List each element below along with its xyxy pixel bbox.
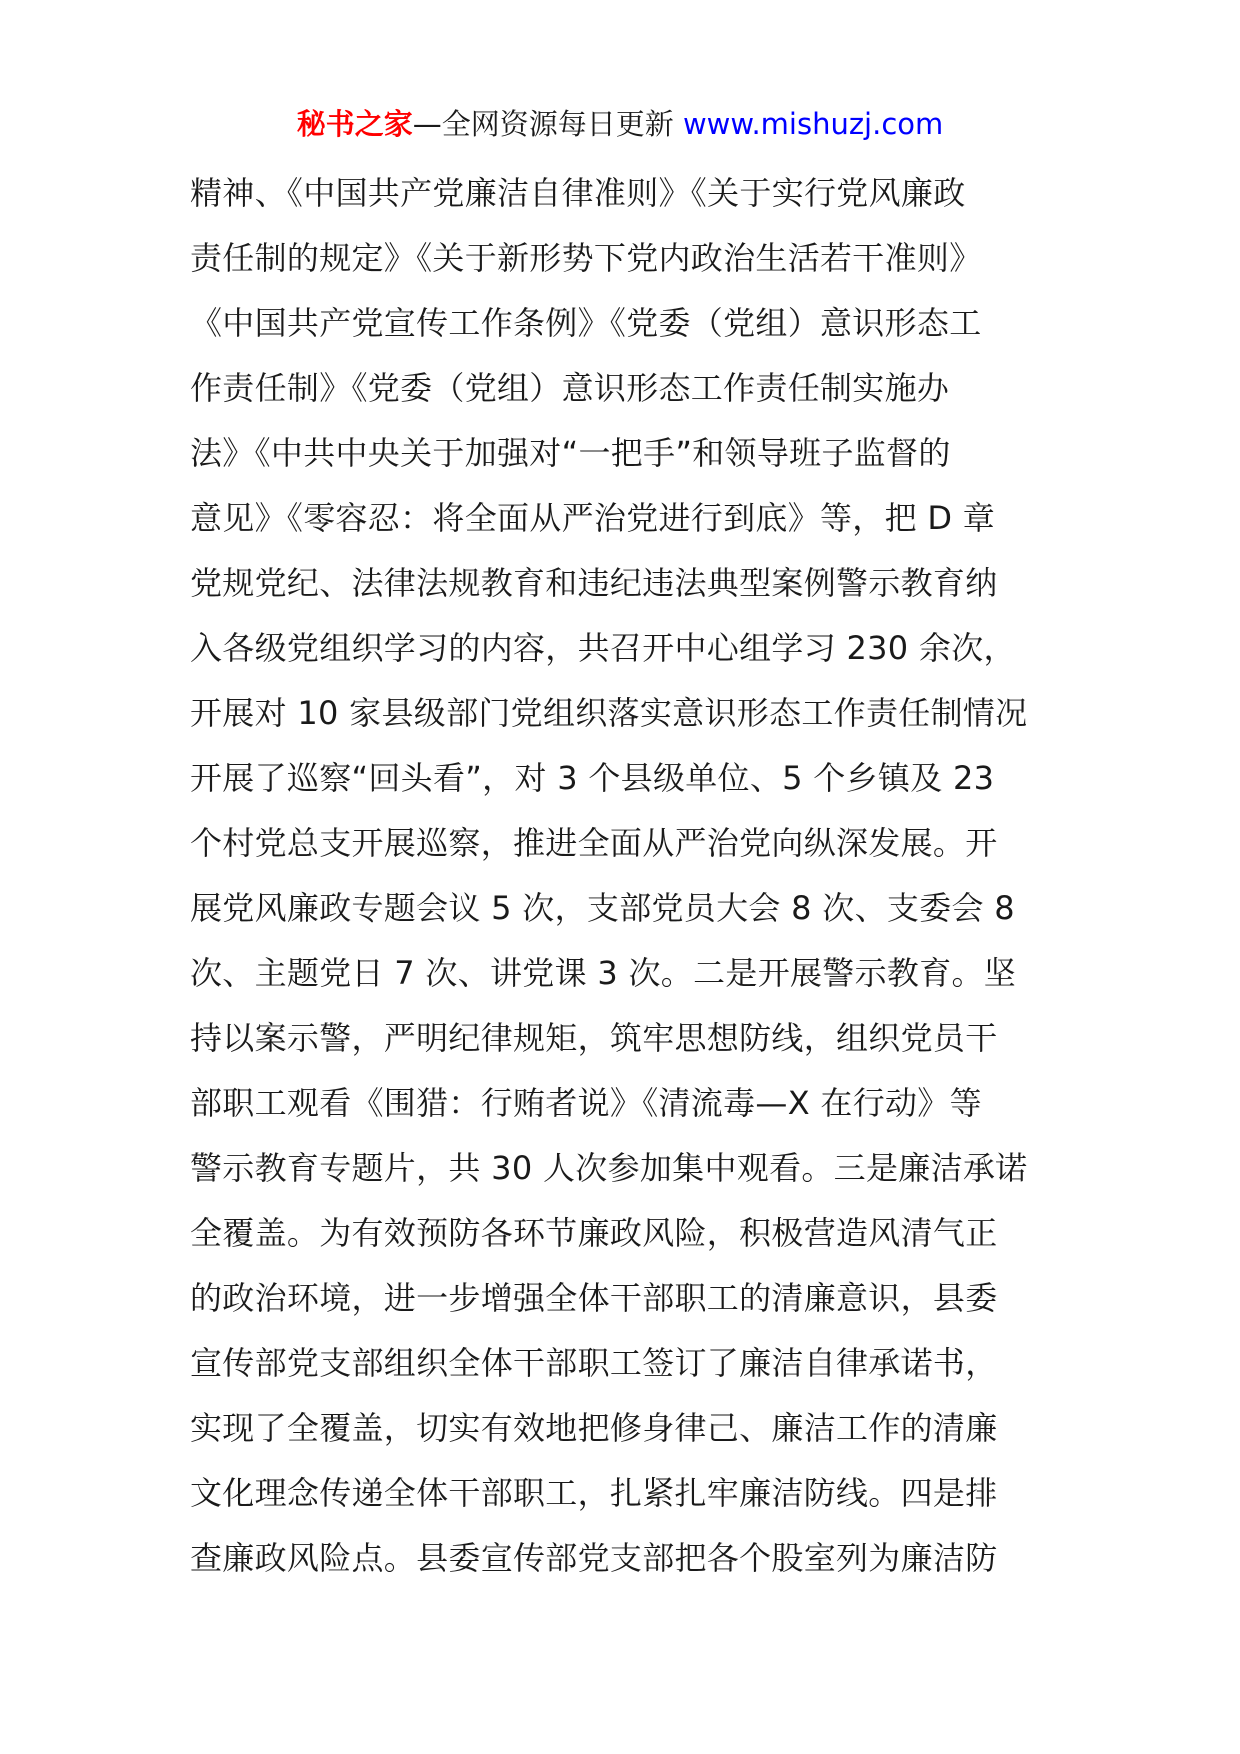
text-line: 入各级党组织学习的内容，共召开中心组学习 230 余次， [190,629,1016,667]
text-line: 查廉政风险点。县委宣传部党支部把各个股室列为廉洁防 [190,1539,998,1577]
text-line: 警示教育专题片，共 30 人次参加集中观看。三是廉洁承诺 [190,1149,1028,1187]
text-line: 开展对 10 家县级部门党组织落实意识形态工作责任制情况 [190,694,1028,732]
text-line: 党规党纪、法律法规教育和违纪违法典型案例警示教育纳 [190,564,998,602]
text-line: 实现了全覆盖，切实有效地把修身律己、廉洁工作的清廉 [190,1409,998,1447]
text-line: 作责任制》《党委（党组）意识形态工作责任制实施办 [190,369,950,407]
body-text [190,161,1060,1591]
text-line: 全覆盖。为有效预防各环节廉政风险，积极营造风清气正 [190,1214,998,1252]
text-line: 文化理念传递全体干部职工，扎紧扎牢廉洁防线。四是排 [190,1474,998,1512]
text-line: 次、主题党日 7 次、讲党课 3 次。二是开展警示教育。坚 [190,954,1017,992]
text-line: 的政治环境，进一步增强全体干部职工的清廉意识，县委 [190,1279,998,1317]
text-line: 部职工观看《围猎：行贿者说》《清流毒—X 在行动》等 [190,1084,982,1122]
text-line: 展党风廉政专题会议 5 次，支部党员大会 8 次、支委会 8 [190,889,1015,927]
site-url-link[interactable]: www.mishuzj.com [682,107,944,141]
text-line: 责任制的规定》《关于新形势下党内政治生活若干准则》 [190,239,982,277]
brand-name: 秘书之家 [296,107,413,141]
text-line: 宣传部党支部组织全体干部职工签订了廉洁自律承诺书， [190,1344,998,1382]
text-line: 开展了巡察“回头看”，对 3 个县级单位、5 个乡镇及 23 [190,759,995,797]
text-line: 法》《中共中央关于加强对“一把手”和领导班子监督的 [190,434,951,472]
text-line: 《中国共产党宣传工作条例》《党委（党组）意识形态工 [190,304,982,342]
text-line: 意见》《零容忍：将全面从严治党进行到底》等，把 D 章 [190,499,996,537]
page-header [0,100,1240,148]
text-line: 个村党总支开展巡察，推进全面从严治党向纵深发展。开 [190,824,998,862]
text-line: 持以案示警，严明纪律规矩，筑牢思想防线，组织党员干 [190,1019,998,1057]
text-line: 精神、《中国共产党廉洁自律准则》《关于实行党风廉政 [190,174,966,212]
header-slogan: —全网资源每日更新 [412,107,674,141]
